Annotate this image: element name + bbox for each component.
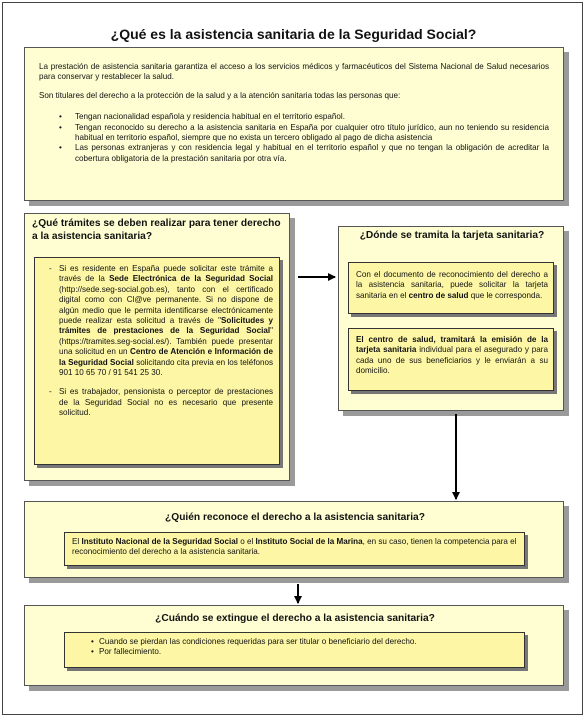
list-item: • Las personas extranjeras y con residencia legal y habitual en el territorio español y que no tengan la obligación de acreditar la cobertura obligatoria de la prestación sanitaria por otra vía.: [39, 143, 549, 164]
text: solicitando cita previa en los teléfonos 901 10 65 70 / 91 541 25 30.: [59, 357, 273, 378]
text: o el: [237, 537, 256, 546]
list-item: • Cuando se pierdan las condiciones requeridas para ser titular o beneficiario del derecho.: [89, 637, 518, 647]
centro-salud-text: centro de salud: [408, 290, 469, 300]
insss-text: Instituto Nacional de la Seguridad Social: [81, 537, 238, 546]
tramites-heading: ¿Qué trámites se deben realizar para tener derecho a la asistencia sanitaria?: [32, 218, 281, 242]
text: Si es residente en España puede solicitar este trámite a través de la: [59, 264, 273, 284]
text: Con el documento de reconocimiento del derecho a la asistencia sanitaria, puede solicitar la tarjeta sanitaria en el: [356, 270, 548, 300]
list-item: • Tengan reconocido su derecho a la asistencia sanitaria en España por cualquier otro título jurídico, aun no teniendo su residencia habitual en territorio español, siempre que no exista un tercero obligado al pago de dicha asistencia: [39, 123, 549, 144]
intro-paragraph-2: Son titulares del derecho a la protección de la salud y a la atención sanitaria todas las personas que:: [39, 90, 401, 100]
text: , en su caso, tienen la competencia para el reconocimiento del derecho a la asistencia sanitaria.: [72, 537, 517, 557]
emision-tarjeta-text: El centro de salud, tramitará la emisión de la tarjeta sanitaria: [356, 335, 548, 355]
intro-paragraph-1: La prestación de asistencia sanitaria garantiza el acceso a los servicios médicos y farmacéuticos del Sistema Nacional de Salud necesarios para conservar y restablecer la salud.: [39, 62, 549, 82]
text: " (https://tramites.seg-social.es/). También puede presentar una solicitud en un: [59, 326, 273, 357]
centro-atencion-text: Centro de Atención e Información de la Seguridad Social: [59, 347, 273, 367]
text: que le corresponda.: [468, 290, 543, 300]
extingue-heading: ¿Cuándo se extingue el derecho a la asistencia sanitaria?: [155, 613, 435, 624]
list-item: • Tengan nacionalidad española y residencia habitual en el territorio español.: [39, 112, 549, 122]
sede-electronica-link: Sede Electrónica de la Seguridad Social: [109, 274, 274, 284]
solicitudes-tramites-link: Solicitudes y trámites de prestaciones de la Seguridad Social: [59, 316, 273, 336]
list-item: • Por fallecimiento.: [89, 647, 518, 657]
reconoce-heading: ¿Quién reconoce el derecho a la asistencia sanitaria?: [165, 512, 425, 523]
ism-text: Instituto Social de la Marina: [255, 537, 363, 546]
text: El: [72, 537, 82, 546]
text: individual para el asegurado y para cada uno de sus beneficiarios y le enviarán a su domicilio.: [356, 345, 548, 376]
text: (http://sede.seg-social.gob.es), tanto con el certificado digital como con Cl@ve permanente. Si no dispone de algún medio que le permita identificarse electrónicamente puede realizar esta solicitud a través de ": [59, 284, 273, 326]
tarjeta-heading: ¿Dónde se tramita la tarjeta sanitaria?: [359, 230, 545, 241]
page-title: ¿Qué es la asistencia sanitaria de la Seguridad Social?: [110, 26, 477, 42]
tramite-trabajador: - Si es trabajador, pensionista o perceptor de prestaciones de la Seguridad Social no es necesario que presente solicitud.: [49, 387, 273, 418]
